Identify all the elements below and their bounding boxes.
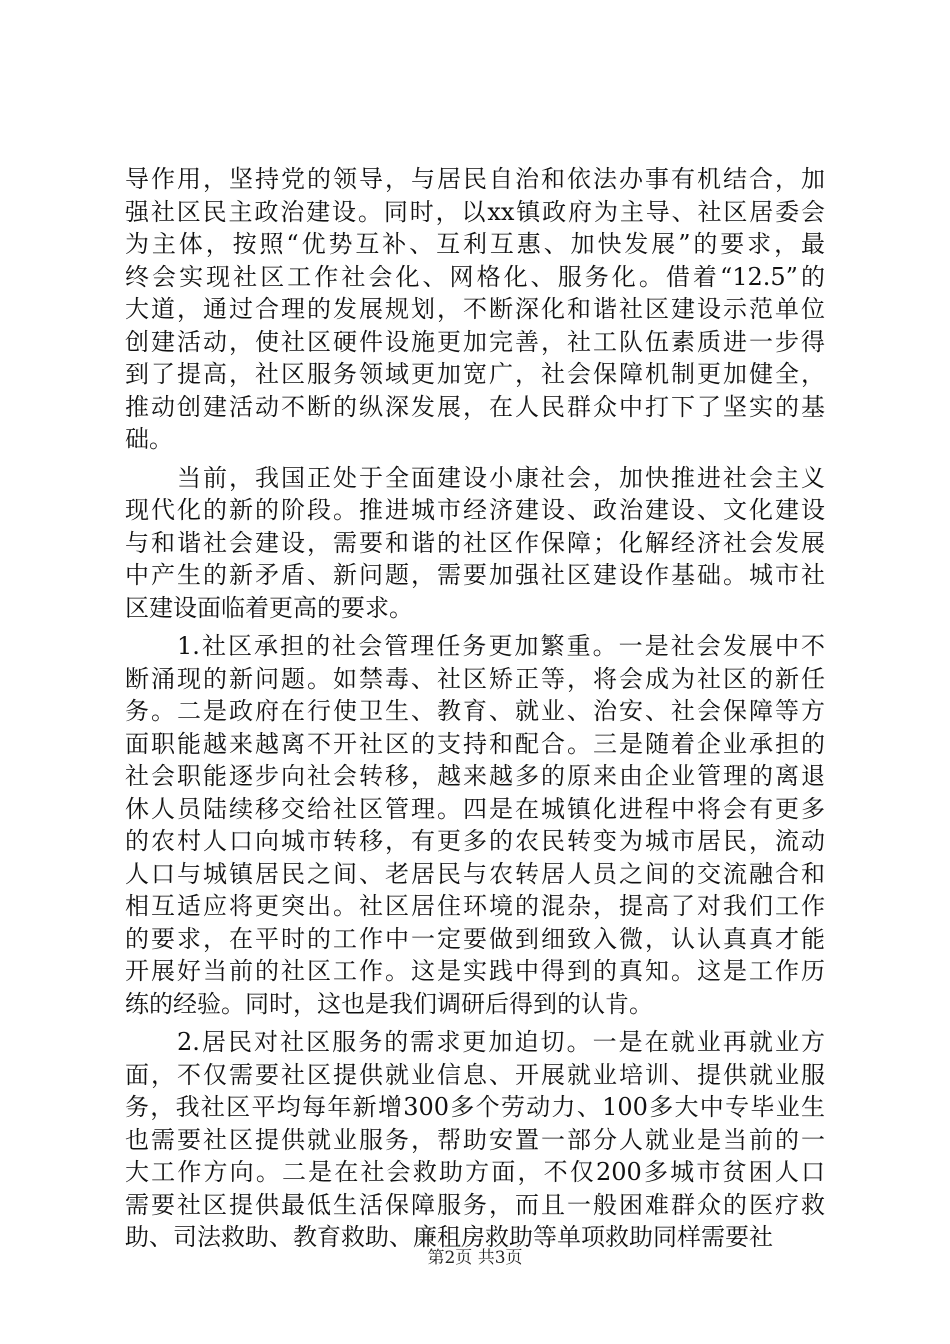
text-line: 需要社区提供最低生活保障服务，而且一般困难群众的医疗救	[125, 1190, 825, 1219]
text-line: 础。	[125, 425, 173, 453]
text-line: 到了提高，社区服务领域更加宽广，社会保障机制更加健全，	[125, 360, 825, 388]
text-line: 大工作方向。二是在社会救助方面，不仅200多城市贫困人口	[125, 1158, 825, 1186]
text-line: 休人员陆续移交给社区管理。四是在城镇化进程中将会有更多	[125, 794, 825, 823]
text-line: 练的经验。同时，这也是我们调研后得到的认肯。	[125, 989, 653, 1018]
text-line: 现代化的新的阶段。推进城市经济建设、政治建设、文化建设	[125, 496, 825, 524]
text-line: 推动创建活动不断的纵深发展，在人民群众中打下了坚实的基	[125, 392, 825, 421]
document-body	[125, 163, 825, 1254]
text-line: 助、司法救助、教育救助、廉租房救助等单项救助同样需要社	[125, 1223, 773, 1251]
text-line: 的农村人口向城市转移，有更多的农民转变为城市居民，流动	[125, 827, 825, 855]
text-line: 导作用，坚持党的领导，与居民自治和依法办事有机结合，加	[125, 165, 825, 193]
text-line: 2.居民对社区服务的需求更加迫切。一是在就业再就业方	[177, 1028, 825, 1056]
paragraph	[125, 163, 825, 456]
text-line: 大道，通过合理的发展规划，不断深化和谐社区建设示范单位	[125, 295, 825, 323]
text-line: 创建活动，使社区硬件设施更加完善，社工队伍素质进一步得	[125, 327, 825, 356]
text-line: 务。二是政府在行使卫生、教育、就业、治安、社会保障等方	[125, 697, 825, 725]
text-line: 区建设面临着更高的要求。	[125, 593, 413, 622]
text-line: 也需要社区提供就业服务，帮助安置一部分人就业是当前的一	[125, 1125, 825, 1154]
text-line: 当前，我国正处于全面建设小康社会，加快推进社会主义	[177, 463, 825, 492]
text-line: 相互适应将更突出。社区居住环境的混杂，提高了对我们工作	[125, 892, 825, 920]
text-line: 社会职能逐步向社会转移，越来越多的原来由企业管理的离退	[125, 762, 825, 790]
text-line: 开展好当前的社区工作。这是实践中得到的真知。这是工作历	[125, 957, 825, 985]
paragraph	[125, 1026, 825, 1254]
text-line: 人口与城镇居民之间、老居民与农转居人员之间的交流融合和	[125, 859, 825, 888]
text-line: 为主体，按照“优势互补、互利互惠、加快发展”的要求，最	[125, 230, 825, 258]
paragraph	[125, 630, 825, 1020]
text-line: 与和谐社会建设，需要和谐的社区作保障；化解经济社会发展	[125, 528, 825, 557]
text-line: 强社区民主政治建设。同时，以xx镇政府为主导、社区居委会	[125, 197, 825, 226]
text-line: 面，不仅需要社区提供就业信息、开展就业培训、提供就业服	[125, 1060, 825, 1089]
text-line: 务，我社区平均每年新增300多个劳动力、100多大中专毕业生	[125, 1093, 825, 1121]
text-line: 1.社区承担的社会管理任务更加繁重。一是社会发展中不	[177, 632, 825, 660]
text-line: 断涌现的新问题。如禁毒、社区矫正等，将会成为社区的新任	[125, 664, 825, 693]
paragraph	[125, 462, 825, 625]
text-line: 面职能越来越离不开社区的支持和配合。三是随着企业承担的	[125, 729, 825, 758]
text-line: 的要求，在平时的工作中一定要做到细致入微，认认真真才能	[125, 924, 825, 953]
page-footer: 第2页 共3页	[427, 1248, 523, 1268]
text-line: 中产生的新矛盾、新问题，需要加强社区建设作基础。城市社	[125, 561, 825, 589]
text-line: 终会实现社区工作社会化、网格化、服务化。借着“12.5”的	[125, 262, 825, 291]
